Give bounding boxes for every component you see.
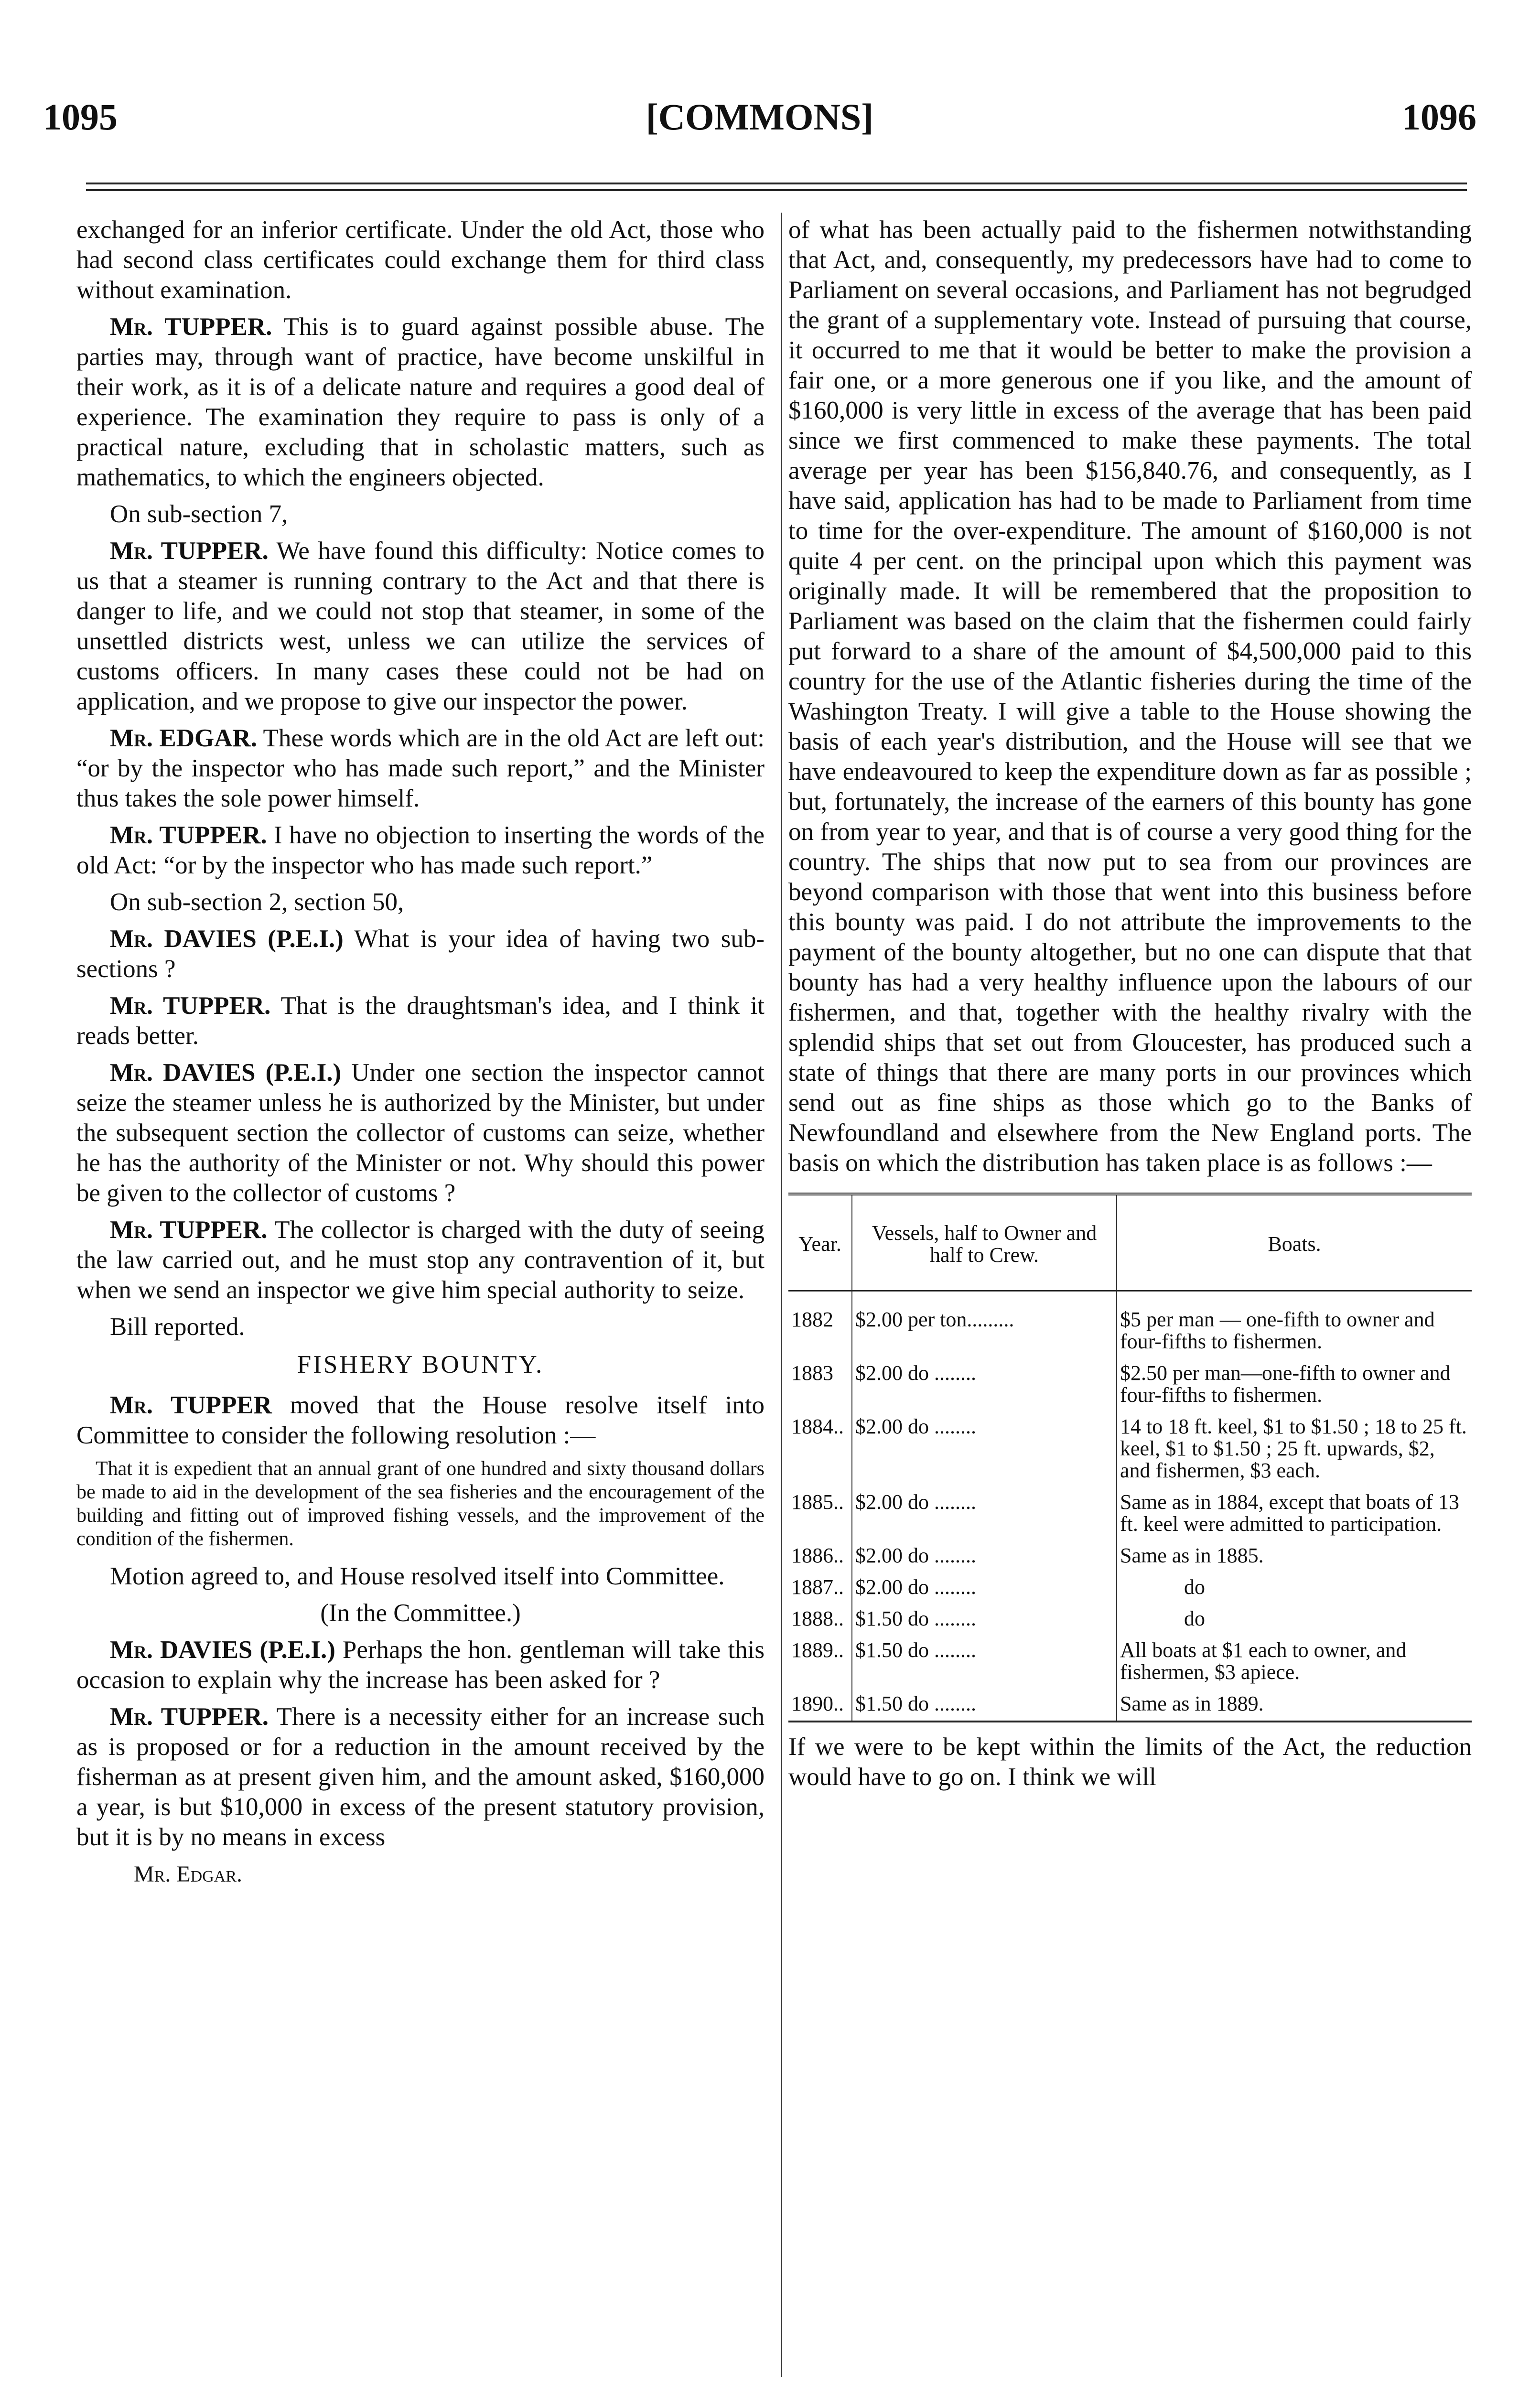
paragraph: Mr. TUPPER moved that the House resolve itself into Committee to consider the following resolution :— bbox=[76, 1391, 765, 1449]
header-boats: Boats. bbox=[1117, 1194, 1472, 1291]
page-signature: Mr. Edgar. bbox=[134, 1862, 243, 1887]
speaker: Mr. DAVIES (P.E.I.) bbox=[110, 1059, 342, 1087]
cell-boats: $2.50 per man—one-fifth to owner and four-fifths to fishermen. bbox=[1120, 1361, 1451, 1407]
page-header bbox=[43, 96, 1476, 153]
cell-boats: do bbox=[1184, 1575, 1205, 1599]
cell-boats: do bbox=[1184, 1607, 1205, 1630]
cell-boats: Same as in 1884, except that boats of 13 ft. keel were admitted to participation. bbox=[1120, 1490, 1459, 1536]
table-row bbox=[788, 1572, 1472, 1604]
table-row bbox=[788, 1412, 1472, 1487]
paragraph: exchanged for an inferior certificate. Under the old Act, those who had second class certificates could exchange them for third class without examination. bbox=[76, 216, 765, 304]
cell-year: 1885.. bbox=[788, 1487, 852, 1541]
cell-vessels: $1.50 do ........ bbox=[852, 1604, 1117, 1636]
section-title: FISHERY BOUNTY. bbox=[297, 1351, 544, 1378]
cell-vessels: $2.00 do ........ bbox=[852, 1572, 1117, 1604]
cell-vessels: $1.50 do ........ bbox=[852, 1636, 1117, 1689]
speaker: Mr. DAVIES (P.E.I.) bbox=[110, 1636, 335, 1664]
cell-year: 1887.. bbox=[788, 1572, 852, 1604]
paragraph: Mr. TUPPER. There is a necessity either for an increase such as is proposed or for a reduction in the amount received by the fisherman as at present given him, and the amount asked, $160,000 a year, is but $10,000 in excess of the present statutory provision, but it is by no means in excess bbox=[76, 1703, 765, 1851]
committee-note: (In the Committee.) bbox=[320, 1599, 521, 1627]
paragraph: Mr. DAVIES (P.E.I.) Under one section the inspector cannot seize the steamer unless he is authorized by the Minister, but under the subsequent section the collector of customs can seize, whether he has the authority of the Minister or not. Why should this power be given to the collector of customs ? bbox=[76, 1059, 765, 1207]
table-header-row bbox=[788, 1194, 1472, 1291]
page-number-right: 1096 bbox=[1402, 96, 1476, 138]
speaker: Mr. TUPPER bbox=[110, 1391, 272, 1419]
paragraph: Mr. TUPPER. We have found this difficulty: Notice comes to us that a steamer is running contrary to the Act and that there is danger to life, and we could not stop that steamer, in some of the unsettled districts west, unless we can utilize the services of customs officers. In many cases these could not be had on application, and we propose to give our inspector the power. bbox=[76, 537, 765, 715]
procedural-note: On sub-section 7, bbox=[110, 500, 288, 528]
page-number-left: 1095 bbox=[43, 96, 118, 138]
speaker: Mr. EDGAR. bbox=[110, 724, 258, 752]
table-row bbox=[788, 1604, 1472, 1636]
paragraph: of what has been actually paid to the fishermen notwithstanding that Act, and, consequently, my predecessors have had to come to Parliament on several occasions, and Parliament has not begrudged the grant of a supplementary vote. Instead of pursuing that course, it occurred to me that it would be better to make the provision a fair one, or a more generous one if you like, and the amount of $160,000 is very little in excess of the average that has been paid since we first commenced to make these payments. The total average per year has been $156,840.76, and consequently, as I have said, application has had to be made to Parliament from time to time for the over-expenditure. The amount of $160,000 is not quite 4 per cent. on the principal upon which this payment was originally made. It will be remembered that the proposition to Parliament was based on the claim that the fishermen could fairly put forward to a share of the amount of $4,500,000 paid to this country for the use of the Atlantic fisheries during the time of the Washington Treaty. I will give a table to the House showing the basis of each year's distribution, and the House will see that we have endeavoured to keep the expenditure down as far as possible ; but, fortunately, the increase of the earners of this bounty has gone on from year to year, and that is of course a very good thing for the country. The ships that now put to sea from our provinces are beyond comparison with those that went into this business before this bounty was paid. I do not attribute the improvements to the payment of the bounty altogether, but no one can dispute that that bounty has had a very healthy influence upon the labours of our fishermen, and that, together with the healthy rivalry with the splendid ships that set out from Gloucester, has produced such a state of things that there are many ports in our provinces which send out as fine ships as those which go to the Banks of Newfoundland and elsewhere from the New England ports. The basis on which the distribution has taken place is as follows :— bbox=[788, 216, 1472, 1177]
speaker: Mr. TUPPER. bbox=[110, 1216, 268, 1244]
table-row bbox=[788, 1487, 1472, 1541]
table-row bbox=[788, 1541, 1472, 1572]
table-row bbox=[788, 1291, 1472, 1359]
cell-boats: Same as in 1885. bbox=[1120, 1544, 1264, 1567]
cell-vessels: $1.50 do ........ bbox=[852, 1689, 1117, 1722]
table-row bbox=[788, 1636, 1472, 1689]
cell-vessels: $2.00 per ton......... bbox=[852, 1291, 1117, 1359]
cell-vessels: $2.00 do ........ bbox=[852, 1487, 1117, 1541]
column-divider bbox=[781, 213, 782, 2377]
speaker: Mr. DAVIES (P.E.I.) bbox=[110, 925, 344, 953]
cell-year: 1884.. bbox=[788, 1412, 852, 1487]
speaker: Mr. TUPPER. bbox=[110, 821, 267, 849]
cell-boats: Same as in 1889. bbox=[1120, 1692, 1264, 1715]
left-column bbox=[76, 215, 765, 1896]
cell-year: 1889.. bbox=[788, 1636, 852, 1689]
paragraph: Motion agreed to, and House resolved itself into Committee. bbox=[110, 1562, 725, 1590]
running-head: [COMMONS] bbox=[646, 96, 874, 138]
bounty-table bbox=[788, 1193, 1472, 1722]
cell-vessels: $2.00 do ........ bbox=[852, 1412, 1117, 1487]
table-row bbox=[788, 1689, 1472, 1722]
paragraph: Mr. TUPPER. This is to guard against possible abuse. The parties may, through want of practice, have become unskilful in their work, as it is of a delicate nature and requires a good deal of experience. The examination they require to pass is only of a practical nature, excluding that in scholastic matters, such as mathematics, to which the engineers objected. bbox=[76, 313, 765, 491]
resolution-text: That it is expedient that an annual grant of one hundred and sixty thousand dollars be made to aid in the development of the sea fisheries and the encouragement of the building and fitting out of improved fishing vessels, and the improvement of the condition of the fishermen. bbox=[76, 1458, 765, 1550]
speaker: Mr. TUPPER. bbox=[110, 1703, 269, 1731]
cell-boats: All boats at $1 each to owner, and fishermen, $3 apiece. bbox=[1120, 1638, 1407, 1684]
cell-year: 1882 bbox=[788, 1291, 852, 1359]
speaker: Mr. TUPPER. bbox=[110, 992, 271, 1020]
right-column bbox=[788, 215, 1472, 1799]
paragraph: Mr. TUPPER. I have no objection to inserting the words of the old Act: “or by the inspector who has made such report.” bbox=[76, 821, 765, 879]
speaker: Mr. TUPPER. bbox=[110, 537, 269, 565]
cell-boats: 14 to 18 ft. keel, $1 to $1.50 ; 18 to 25 ft. keel, $1 to $1.50 ; 25 ft. upwards, $2, and fishermen, $3 each. bbox=[1120, 1415, 1467, 1482]
paragraph: Mr. DAVIES (P.E.I.) What is your idea of having two sub-sections ? bbox=[76, 925, 765, 983]
paragraph: Mr. EDGAR. These words which are in the old Act are left out: “or by the inspector who has made such report,” and the Minister thus takes the sole power himself. bbox=[76, 724, 765, 812]
cell-year: 1883 bbox=[788, 1358, 852, 1412]
cell-year: 1890.. bbox=[788, 1689, 852, 1722]
cell-year: 1888.. bbox=[788, 1604, 852, 1636]
paragraph: Mr. DAVIES (P.E.I.) Perhaps the hon. gentleman will take this occasion to explain why the increase has been asked for ? bbox=[76, 1636, 765, 1694]
cell-boats: $5 per man — one-fifth to owner and four-fifths to fishermen. bbox=[1120, 1308, 1435, 1353]
header-year: Year. bbox=[788, 1194, 852, 1291]
cell-vessels: $2.00 do ........ bbox=[852, 1358, 1117, 1412]
paragraph: If we were to be kept within the limits of the Act, the reduction would have to go on. I think we will bbox=[788, 1733, 1472, 1791]
speaker: Mr. TUPPER. bbox=[110, 313, 272, 341]
header-vessels: Vessels, half to Owner and half to Crew. bbox=[852, 1194, 1117, 1291]
header-rule-top bbox=[86, 183, 1467, 184]
procedural-note: On sub-section 2, section 50, bbox=[110, 888, 404, 916]
header-rule-bottom bbox=[86, 189, 1467, 191]
table-row bbox=[788, 1358, 1472, 1412]
procedural-note: Bill reported. bbox=[110, 1313, 245, 1341]
paragraph: Mr. TUPPER. The collector is charged with the duty of seeing the law carried out, and he must stop any contravention of it, but when we send an inspector we give him special authority to seize. bbox=[76, 1216, 765, 1304]
cell-year: 1886.. bbox=[788, 1541, 852, 1572]
cell-vessels: $2.00 do ........ bbox=[852, 1541, 1117, 1572]
paragraph: Mr. TUPPER. That is the draughtsman's idea, and I think it reads better. bbox=[76, 992, 765, 1050]
